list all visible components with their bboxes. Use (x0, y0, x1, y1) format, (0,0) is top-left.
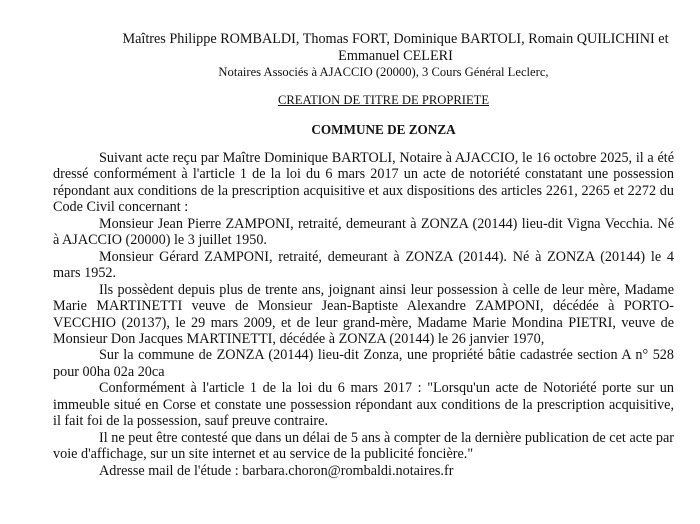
paragraph-property: Sur la commune de ZONZA (20144) lieu-dit Zonza, une propriété bâtie cadastrée section A n° 528 pour 00ha 02a 20ca (53, 347, 674, 380)
paragraph-act-intro: Suivant acte reçu par Maître Dominique BARTOLI, Notaire à AJACCIO, le 16 octobre 2025, il a été dressé conformément à l'article 1 de la loi du 6 mars 2017 un acte de notoriété constatant une possession répondant aux conditions de la prescription acquisitive et aux dispositions des articles 2261, 2265 et 2272 du Code Civil concernant : (53, 150, 674, 216)
paragraph-contact-email: Adresse mail de l'étude : barbara.choron@rombaldi.notaires.fr (99, 462, 454, 479)
paragraph-law-citation: Conformément à l'article 1 de la loi du 6 mars 2017 : "Lorsqu'un acte de Notoriété porte sur un immeuble situé en Corse et constate une possession répondant aux conditions de la prescription acquisitive, il fait foi de la possession, sauf preuve contraire. (53, 380, 674, 430)
document-header (53, 31, 674, 81)
document-body (53, 150, 674, 479)
document-title-text: CREATION DE TITRE DE PROPRIETE (277, 93, 490, 107)
paragraph-contest-period: Il ne peut être contesté que dans un délai de 5 ans à compter de la dernière publication de cet acte par voie d'affichage, sur un site internet et au service de la publicité foncière." (53, 429, 674, 463)
document-title (53, 92, 674, 108)
paragraph-possession-history: Ils possèdent depuis plus de trente ans, joignant ainsi leur possession à celle de leur mère, Madame Marie MARTINETTI veuve de Monsieur Jean-Baptiste Alexandre ZAMPONI, décédée à PORTO-VECCHIO (20137), le 29 mars 2009, et de leur grand-mère, Madame Marie Mondina PIETRI, veuve de Monsieur Don Jacques MARTINETTI, décédée à ZONZA (20144) le 26 janvier 1970, (53, 281, 674, 347)
paragraph-person-jean-pierre: Monsieur Jean Pierre ZAMPONI, retraité, demeurant à ZONZA (20144) lieu-dit Vigna Vecchia. Né à AJACCIO (20000) le 3 juillet 1950. (53, 215, 674, 249)
commune-heading: COMMUNE DE ZONZA (311, 122, 456, 137)
office-address: Notaires Associés à AJACCIO (20000), 3 Cours Général Leclerc, (218, 65, 549, 79)
notaries-names: Maîtres Philippe ROMBALDI, Thomas FORT, Dominique BARTOLI, Romain QUILICHINI et Emmanuel CELERI (122, 31, 669, 64)
paragraph-person-gerard: Monsieur Gérard ZAMPONI, retraité, demeurant à ZONZA (20144). Né à ZONZA (20144) le 4 mars 1952. (53, 248, 674, 282)
